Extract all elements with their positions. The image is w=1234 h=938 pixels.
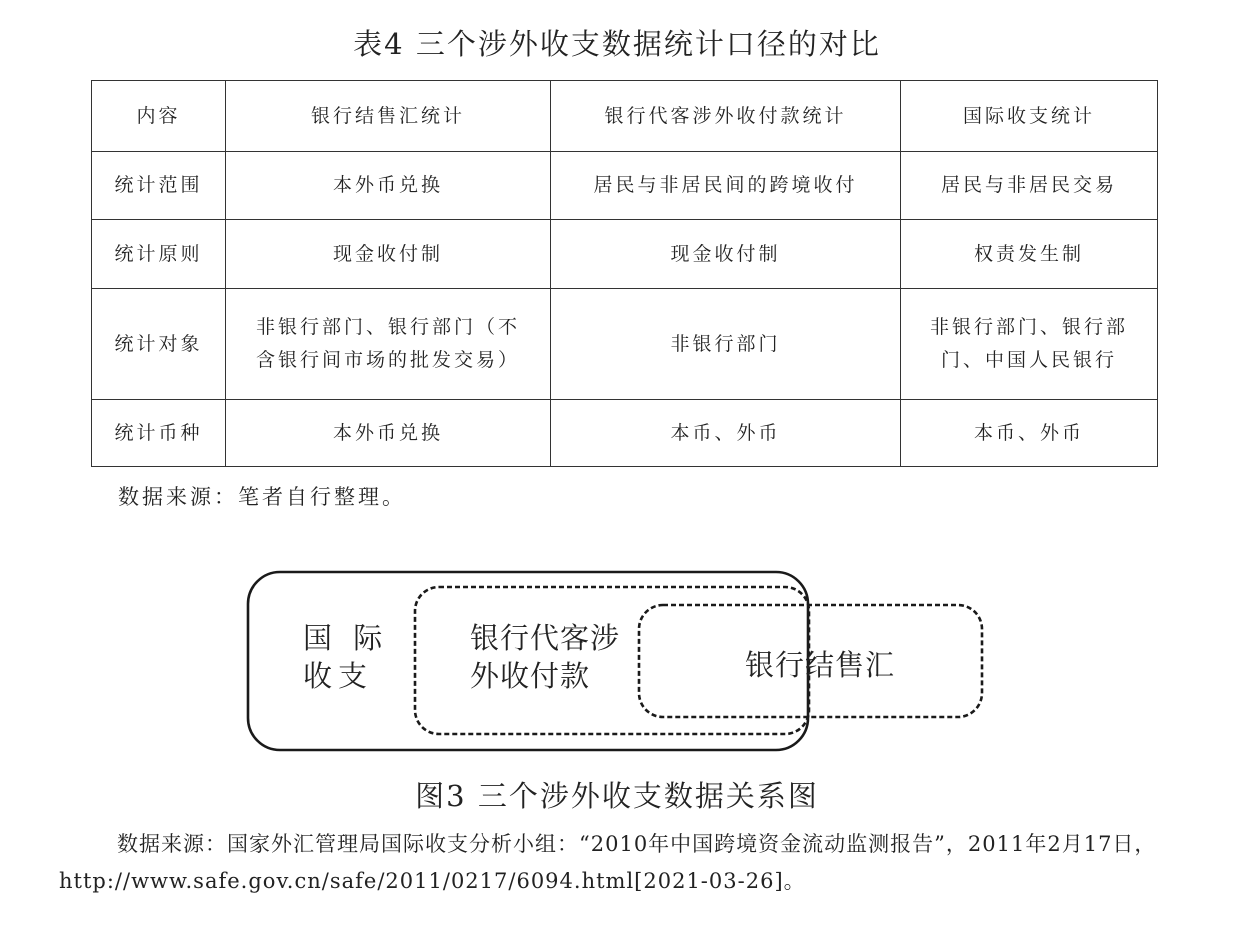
header-cell: 银行结售汇统计	[226, 81, 551, 152]
figure-caption: 图3 三个涉外收支数据关系图	[415, 779, 819, 813]
header-cell: 国际收支统计	[901, 81, 1158, 152]
row-label-cell: 统计原则	[92, 220, 226, 289]
table-cell: 本外币兑换	[226, 400, 551, 467]
table-row	[92, 289, 1158, 400]
table-source-note: 数据来源：笔者自行整理。	[118, 485, 406, 509]
table-cell: 现金收付制	[551, 220, 901, 289]
header-cell: 内容	[92, 81, 226, 152]
figure-source-note: 数据来源：国家外汇管理局国际收支分析小组：“2010年中国跨境资金流动监测报告”，2011年2月17日，http://www.safe.gov.cn/safe/2011/0217/6094.html[2021-03-26]。	[59, 832, 1157, 893]
table-cell: 居民与非居民间的跨境收付	[551, 152, 901, 220]
table-cell: 权责发生制	[901, 220, 1158, 289]
row-label-cell: 统计范围	[92, 152, 226, 220]
header-cell: 银行代客涉外收付款统计	[551, 81, 901, 152]
table-row	[92, 400, 1158, 467]
table-cell: 现金收付制	[226, 220, 551, 289]
table-cell: 本币、外币	[551, 400, 901, 467]
table-header-row	[92, 81, 1158, 152]
table-row	[92, 152, 1158, 220]
bank-fx-label: 银行结售汇	[745, 648, 896, 682]
row-label-cell: 统计币种	[92, 400, 226, 467]
table-cell: 本币、外币	[901, 400, 1158, 467]
bank-agent-label: 银行代客涉 外收付款	[470, 621, 621, 693]
row-label-cell: 统计对象	[92, 289, 226, 400]
table-row	[92, 220, 1158, 289]
table-cell: 非银行部门、银行部门（不 含银行间市场的批发交易）	[226, 289, 551, 400]
table-cell: 非银行部门、银行部 门、中国人民银行	[901, 289, 1158, 400]
table-title: 表4 三个涉外收支数据统计口径的对比	[353, 27, 881, 61]
comparison-table	[91, 80, 1158, 467]
table-cell: 非银行部门	[551, 289, 901, 400]
intl-balance-label: 国 际 收支	[303, 621, 389, 693]
table-cell: 本外币兑换	[226, 152, 551, 220]
table-cell: 居民与非居民交易	[901, 152, 1158, 220]
